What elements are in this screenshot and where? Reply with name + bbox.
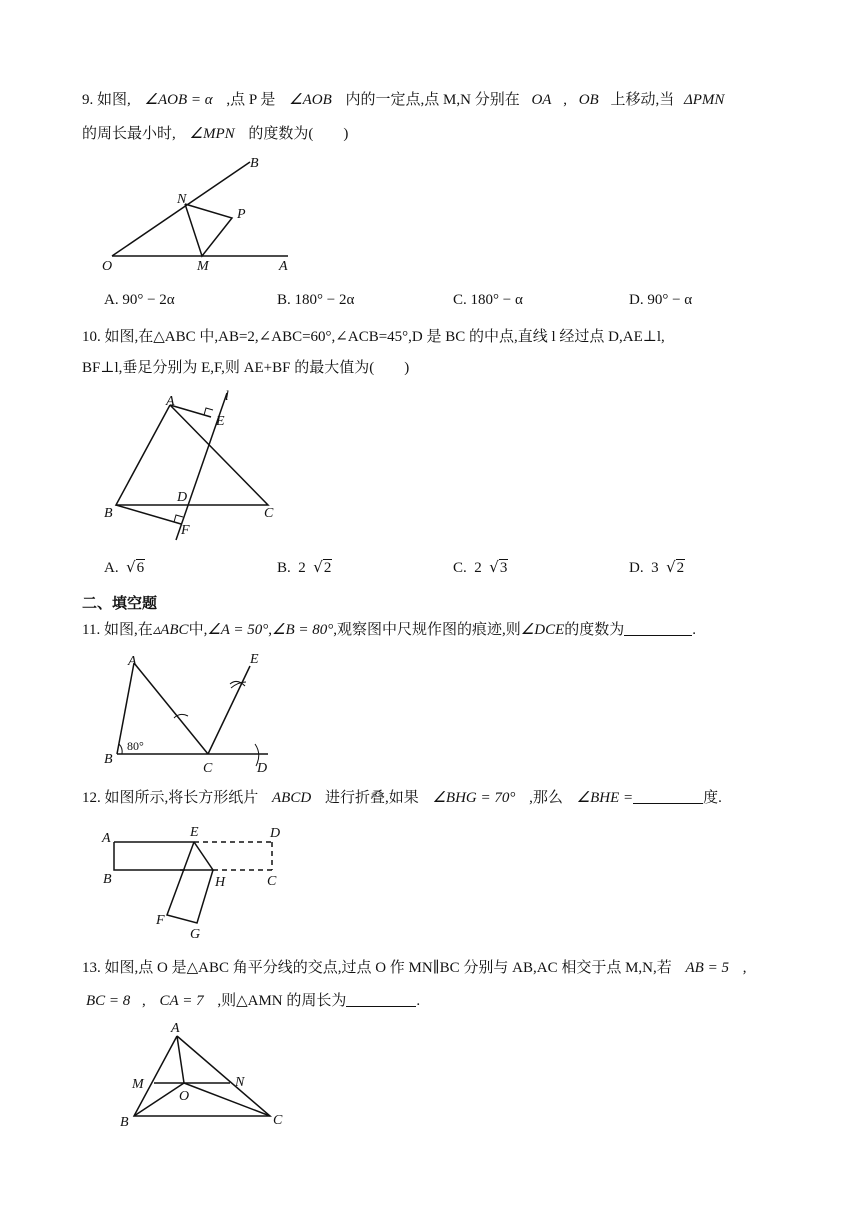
q10-label-e: E [216,414,225,429]
q10-label-f: F [181,523,190,538]
q10-label-c: C [264,506,274,521]
q9-math-ob: OB [578,92,599,108]
q10-option-c: C. 2 √3 [453,558,508,576]
q9-text: 内的一定点,点 M,N 分别在 [345,92,520,108]
q12-label-c: C [267,874,277,889]
q11-label-80: 80° [127,739,144,753]
q12-label-h: H [215,875,226,890]
q11-math-abc: ▵ABC [152,622,189,638]
q13-label-a: A [171,1021,180,1036]
q9-label-o: O [102,259,113,274]
q9-text: 的周长最小时, [82,126,176,142]
q9-label-p: P [237,207,246,222]
q10-label-a: A [166,394,175,409]
q9-option-c: C. 180° − α [453,292,523,308]
q13-label-o: O [179,1089,190,1104]
q11-label-e: E [250,652,259,667]
q11-figure [100,648,280,776]
q11-label-b: B [104,752,113,767]
q12-label-a: A [102,831,111,846]
q9-label-m: M [197,259,209,274]
q13-answer-blank[interactable] [346,992,416,1007]
q9-label-n: N [177,192,187,207]
q13-math-ca: CA = 7 [159,993,204,1009]
q9-line-2 [82,124,348,144]
q11-math-angle-b: ∠B = 80° [272,622,334,638]
q13-figure [110,1018,300,1133]
q11-math-dce: ∠DCE [520,622,565,638]
q9-math-pmn: ΔPMN [683,92,725,108]
q9-math-aob-alpha: ∠AOB = α [144,92,213,108]
q10-label-b: B [104,506,113,521]
q9-option-b: B. 180° − 2α [277,292,355,308]
q12-answer-blank[interactable] [633,789,703,804]
q10-option-a: A. √6 [104,558,145,576]
q13-label-n: N [235,1075,245,1090]
q9-text: 上移动,当 [610,92,675,108]
section-title: 二、填空题 [82,594,158,612]
q9-option-a: A. 90° − 2α [104,292,175,308]
q10-label-l: l [225,389,229,404]
q12-label-f: F [156,913,165,928]
q9-figure [100,150,300,275]
q12-label-d: D [270,826,281,841]
q9-text: ,点 P 是 [226,92,276,108]
q10-line-1: 10. 如图,在△ABC 中,AB=2,∠ABC=60°,∠ACB=45°,D 是 BC 的中点,直线 l 经过点 D,AE⊥l, [82,329,665,345]
q11-label-c: C [203,761,213,776]
q13-math-bc: BC = 8 [86,993,131,1009]
q9-text: , [563,92,567,108]
q9-text: 9. 如图, [82,92,131,108]
q13-math-ab: AB = 5 [685,960,729,976]
q10-figure [100,388,300,548]
q13-label-m: M [132,1077,144,1092]
q12-label-b: B [103,872,112,887]
q9-label-b: B [250,156,259,171]
q12-math-abcd: ABCD [272,790,312,806]
q11-label-d: D [257,761,268,776]
q9-math-mpn: ∠MPN [189,126,235,142]
q13-line-2: BC = 8 , CA = 7 ,则△AMN 的周长为 . [86,993,421,1009]
q12-math-bhe: ∠BHE = [576,790,634,806]
q13-label-b: B [120,1115,129,1130]
q9-option-d: D. 90° − α [629,292,693,308]
q11-math-angle-a: ∠A = 50° [207,622,269,638]
q11-label-a: A [128,654,137,669]
q11-line: 11. 如图,在▵ABC中,∠A = 50°,∠B = 80°,观察图中尺规作图的痕迹,则∠DCE的度数为 . [82,622,697,638]
q10-label-d: D [177,490,188,505]
q10-option-b: B. 2 √2 [277,558,332,576]
q12-line: 12. 如图所示,将长方形纸片 ABCD 进行折叠,如果 ∠BHG = 70° ,那么 ∠BHE = 度. [82,790,722,806]
q11-answer-blank[interactable] [624,621,692,636]
q10-line-2: BF⊥l,垂足分别为 E,F,则 AE+BF 的最大值为( ) [82,360,410,376]
q9-line-1 [82,90,724,110]
q12-label-g: G [190,927,201,942]
q12-math-bhg: ∠BHG = 70° [432,790,516,806]
q10-option-d: D. 3 √2 [629,558,685,576]
q9-math-oa: OA [531,92,552,108]
q9-label-a: A [279,259,288,274]
q13-label-c: C [273,1113,283,1128]
q12-label-e: E [190,825,199,840]
q13-line-1: 13. 如图,点 O 是△ABC 角平分线的交点,过点 O 作 MN∥BC 分别与 AB,AC 相交于点 M,N,若 AB = 5 , [82,960,747,976]
q9-math-aob: ∠AOB [289,92,332,108]
q12-figure [100,822,290,944]
q9-text: 的度数为( ) [248,126,349,142]
